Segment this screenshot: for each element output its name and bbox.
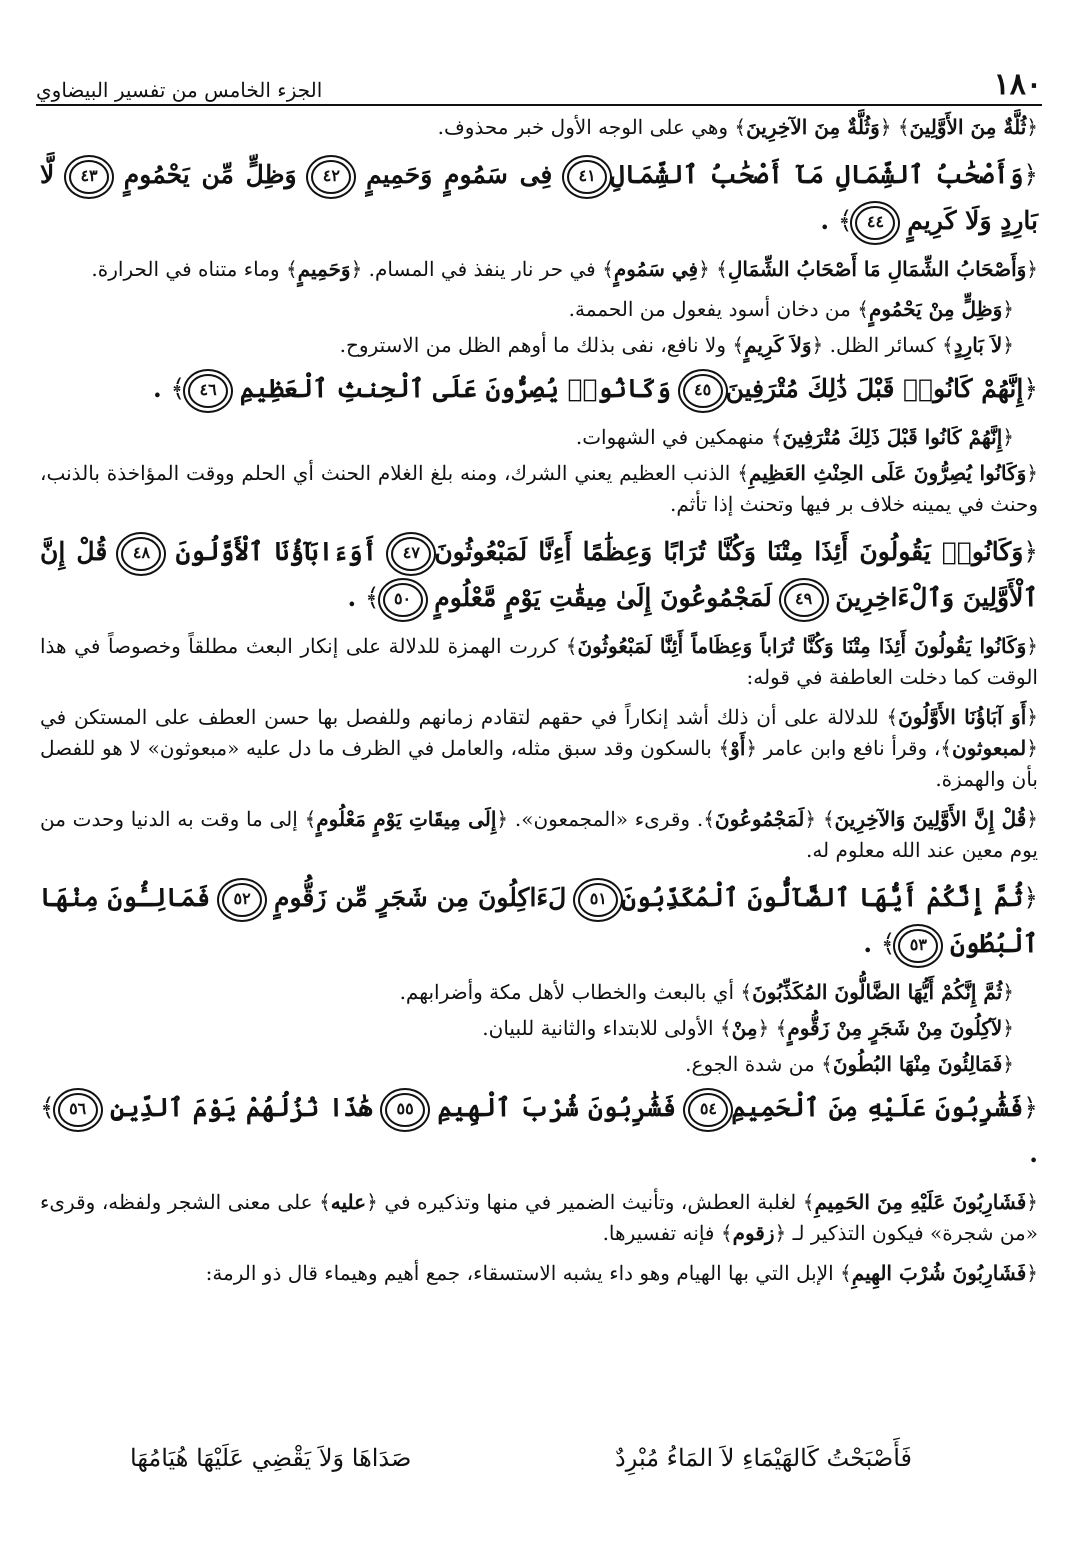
quoted-verse <box>803 1190 1038 1214</box>
verse-number-badge: ٤٣ <box>69 160 109 194</box>
commentary-text: . <box>820 206 838 235</box>
open-bracket-glyph: ﴿ <box>1026 736 1038 760</box>
verse-text: إِنَّهُمْ كَانُوا۟ قَبْلَ ذَٰلِكَ مُتْرَفِينَ <box>725 374 1024 403</box>
open-bracket-glyph: ﴿ <box>1026 1190 1039 1214</box>
close-bracket-glyph: ﴾ <box>720 1221 733 1245</box>
quoted-verse <box>124 160 297 189</box>
verse-text: وَثُلَّةٌ مِنَ الآخِرِينَ <box>746 115 880 139</box>
verse-number-badge: ٥٠ <box>383 583 423 617</box>
close-bracket-glyph: ﴾ <box>821 1052 833 1076</box>
commentary-paragraph <box>40 294 1038 325</box>
quoted-verse <box>940 736 1038 760</box>
commentary-text: في حر نار ينفذ في المسام. <box>362 257 603 281</box>
quoted-verse <box>718 736 757 760</box>
open-bracket-glyph: ﴿ <box>811 333 824 357</box>
close-bracket-glyph: ﴾ <box>732 333 745 357</box>
close-bracket-glyph: ﴾ <box>837 206 853 235</box>
quoted-verse <box>886 705 1038 729</box>
open-bracket-glyph: ﴿ <box>1026 705 1038 729</box>
quoted-verse <box>305 807 509 831</box>
verse-number-badge: ٤٢ <box>311 160 351 194</box>
poem-second-hemistich: صَدَاهَا وَلاَ يَقْضِي عَلَيْهَا هُيَامُهَا <box>130 1444 412 1472</box>
verse-text: زقوم <box>732 1221 775 1245</box>
commentary-text: وهي على الوجه الأول خبر محذوف. <box>437 115 735 139</box>
page-body <box>40 112 1038 1298</box>
quoted-verse <box>942 333 1014 357</box>
verse-text: مِنْ <box>731 1016 758 1040</box>
close-bracket-glyph: ﴾ <box>802 1190 815 1214</box>
verse-text: وَظِلٍّ مِنْ يَحْمُومٍ <box>868 297 1003 321</box>
open-bracket-glyph: ﴿ <box>804 807 817 831</box>
open-bracket-glyph: ﴿ <box>496 807 509 831</box>
close-bracket-glyph: ﴾ <box>737 461 749 485</box>
verse-text: وَحَمِيمٍ <box>297 257 351 281</box>
close-bracket-glyph: ﴾ <box>170 374 186 403</box>
verse-number-badge: ٤٤ <box>855 206 895 240</box>
open-bracket-glyph: ﴿ <box>745 736 758 760</box>
poem-first-hemistich: فَأَصْبَحْتُ كَالهَيْمَاءِ لاَ المَاءُ مُبْرِدٌ <box>615 1444 912 1472</box>
verse-text: لآكِلُونَ مِنْ شَجَرٍ مِنْ زَقُّومٍ <box>787 1016 1003 1040</box>
verse-text: وَكَانُوا۟ يَقُولُونَ أَئِذَا مِتْنَا وَكُنَّا تُرَابًا وَعِظَٰمًا أَءِنَّا لَمَبْعُوثُونَ <box>434 537 1024 566</box>
commentary-text: من شدة الجوع. <box>685 1052 822 1076</box>
quoted-verse <box>176 537 378 566</box>
quran-verse-block <box>40 366 1038 412</box>
commentary-paragraph <box>40 1049 1038 1080</box>
quoted-verse <box>721 1221 786 1245</box>
commentary-paragraph <box>40 977 1038 1008</box>
close-bracket-glyph: ﴾ <box>941 333 954 357</box>
open-bracket-glyph: ﴿ <box>698 257 710 281</box>
verse-text: فَشَارِبُونَ عَلَيْهِ مِنَ الحَمِيمِ <box>814 1190 1027 1214</box>
close-bracket-glyph: ﴾ <box>940 736 953 760</box>
close-bracket-glyph: ﴾ <box>770 425 783 449</box>
open-bracket-glyph: ﴿ <box>1002 980 1014 1004</box>
quran-verse-block <box>40 875 1038 967</box>
open-bracket-glyph: ﴿ <box>1023 537 1038 566</box>
open-bracket-glyph: ﴿ <box>1026 634 1038 658</box>
commentary-text <box>816 807 823 831</box>
open-bracket-glyph: ﴿ <box>1026 1261 1038 1285</box>
verse-number-badge: ٥٤ <box>688 1093 728 1127</box>
quoted-verse <box>737 461 1038 485</box>
commentary-text: للدلالة على أن ذلك أشد إنكاراً في حقهم لتقادم زمانهم وللفصل بها حسن العطف على المستكن في <box>40 705 887 729</box>
open-bracket-glyph: ﴿ <box>1002 297 1014 321</box>
commentary-text: . <box>153 374 171 403</box>
close-bracket-glyph: ﴾ <box>716 257 728 281</box>
quoted-verse <box>840 1261 1038 1285</box>
verse-text: فِي سَمُومٍ <box>613 257 699 281</box>
quoted-verse <box>771 425 1014 449</box>
verse-text: فَشَارِبُونَ شُرْبَ الهِيمِ <box>851 1261 1027 1285</box>
verse-text: وَكَانُوا۟ يُصِرُّونَ عَلَى ٱلْحِنثِ ٱلْعَظِيمِ <box>239 374 671 403</box>
commentary-paragraph <box>40 1013 1038 1044</box>
verse-text: لَءَاكِلُونَ مِن شَجَرٍ مِّن زَقُّومٍ <box>274 883 567 912</box>
quoted-verse <box>732 333 823 357</box>
commentary-paragraph <box>40 422 1038 453</box>
commentary-text: إلى ما وقت به الدنيا وحدت من يوم معين عند الله معلوم له. <box>40 807 1038 862</box>
open-bracket-glyph: ﴿ <box>774 1221 787 1245</box>
open-bracket-glyph: ﴿ <box>879 115 892 139</box>
quoted-verse <box>602 257 710 281</box>
header-rule <box>36 104 1042 106</box>
commentary-text: الذنب العظيم يعني الشرك، ومنه بلغ الغلام الحنث أي الحلم ووقت المؤاخذة بالذنب، وحنث في يمينه خلاف بر فيها وتحنث إذا تأثم. <box>40 461 1038 516</box>
verse-text: وَكَانُوا يَقُولُونَ أَئِذَا مِتْنَا وَكُنَّا تُرَاباً وَعِظَاماً أَئِنَّا لَمَبْعُوثُونَ <box>577 634 1027 658</box>
quoted-verse <box>821 1052 1014 1076</box>
open-bracket-glyph: ﴿ <box>366 1190 378 1214</box>
close-bracket-glyph: ﴾ <box>285 257 298 281</box>
verse-text: هَٰذَا نُزُلُهُمْ يَوْمَ ٱلدِّينِ <box>110 1093 373 1122</box>
verse-text: لاَ بَارِدٍ <box>953 333 1003 357</box>
commentary-text: . <box>1029 1139 1038 1168</box>
verse-text: أَوْ <box>730 736 746 760</box>
verse-text: فَشَٰرِبُونَ شُرْبَ ٱلْهِيمِ <box>437 1093 676 1122</box>
open-bracket-glyph: ﴿ <box>1026 257 1038 281</box>
commentary-paragraph <box>40 631 1038 693</box>
verse-number-badge: ٥٦ <box>58 1093 98 1127</box>
quoted-verse <box>566 634 1038 658</box>
quoted-verse <box>776 1016 1014 1040</box>
verse-number-badge: ٤٥ <box>683 374 723 408</box>
quoted-verse <box>740 980 1014 1004</box>
close-bracket-glyph: ﴾ <box>857 297 869 321</box>
commentary-text: لغلبة العطش، وتأنيث الضمير في منها وتذكيره في <box>377 1190 803 1214</box>
quoted-verse <box>240 374 671 403</box>
commentary-paragraph <box>40 112 1038 143</box>
quoted-verse <box>110 1093 373 1122</box>
commentary-text: ولا نافع، نفى بذلك ما أوهم الظل من الاستروح. <box>339 333 733 357</box>
open-bracket-glyph: ﴿ <box>1023 160 1038 189</box>
commentary-text: كررت الهمزة للدلالة على إنكار البعث مطلقاً وخصوصاً في هذا الوقت كما دخلت العاطفة في قوله: <box>40 634 1038 689</box>
verse-number-badge: ٥٥ <box>385 1093 425 1127</box>
poem-verse <box>130 1444 912 1472</box>
open-bracket-glyph: ﴿ <box>1026 115 1038 139</box>
verse-number-badge: ٤١ <box>567 160 607 194</box>
open-bracket-glyph: ﴿ <box>1023 883 1038 912</box>
verse-number-badge: ٤٧ <box>391 537 431 571</box>
commentary-text: منهمكين في الشهوات. <box>575 425 771 449</box>
quoted-verse <box>857 297 1014 321</box>
running-title: الجزء الخامس من تفسير البيضاوي <box>36 78 323 102</box>
page-number: ١٨٠ <box>993 67 1042 102</box>
quoted-verse <box>731 1093 1038 1122</box>
commentary-text: . <box>347 583 365 612</box>
close-bracket-glyph: ﴾ <box>734 115 747 139</box>
quran-verse-block <box>40 152 1038 244</box>
commentary-text: الإبل التي بها الهيام وهو داء يشبه الاستسقاء، جمع أهيم وهيماء قال ذو الرمة: <box>205 1261 841 1285</box>
close-bracket-glyph: ﴾ <box>703 807 715 831</box>
open-bracket-glyph: ﴿ <box>1026 461 1038 485</box>
commentary-text: . وقرىء «المجمعون». <box>508 807 704 831</box>
verse-text: فَمَالِـُٔونَ مِنْهَا ٱلْبُطُونَ <box>40 883 1038 958</box>
verse-text: لمبعوثون <box>952 736 1027 760</box>
commentary-text: . <box>863 929 881 958</box>
commentary-paragraph <box>40 804 1038 866</box>
verse-number-badge: ٥٢ <box>222 883 262 917</box>
open-bracket-glyph: ﴿ <box>1002 1016 1014 1040</box>
verse-text: لَّا بَارِدٍ وَلَا كَرِيمٍ <box>40 160 1038 235</box>
commentary-text: وماء متناه في الحرارة. <box>91 257 286 281</box>
close-bracket-glyph: ﴾ <box>718 736 731 760</box>
quoted-verse <box>434 583 772 612</box>
commentary-paragraph <box>40 458 1038 520</box>
commentary-paragraph <box>40 254 1038 285</box>
quoted-verse <box>898 115 1038 139</box>
verse-text: ثُلَّةٌ مِنَ الأَوَّلِينَ <box>909 115 1027 139</box>
verse-number-badge: ٤٩ <box>784 583 824 617</box>
verse-text: فَمَالِئُونَ مِنْهَا البُطُونَ <box>832 1052 1003 1076</box>
open-bracket-glyph: ﴿ <box>350 257 363 281</box>
verse-text: ثُمَّ إِنَّكُمْ أَيُّهَا ٱلضَّآلُّونَ ٱلْمُكَذِّبُونَ <box>621 883 1024 912</box>
quoted-verse <box>319 1190 378 1214</box>
quoted-verse <box>286 257 362 281</box>
close-bracket-glyph: ﴾ <box>897 115 910 139</box>
open-bracket-glyph: ﴿ <box>1002 425 1014 449</box>
close-bracket-glyph: ﴾ <box>740 980 753 1004</box>
verse-text: عليه <box>330 1190 367 1214</box>
commentary-text: على معنى الشجر ولفظه، وقرىء «من شجرة» فيكون التذكير لـ <box>40 1190 1038 1245</box>
quoted-verse <box>274 883 566 912</box>
close-bracket-glyph: ﴾ <box>886 705 899 729</box>
page-header <box>36 58 1042 102</box>
verse-text: وَأَصْحَابُ الشِّمَالِ مَا أَصْحَابُ الشِّمَالِ <box>727 257 1027 281</box>
commentary-text: أي بالبعث والخطاب لأهل مكة وأضرابهم. <box>399 980 741 1004</box>
verse-text: وَلاَ كَرِيمٍ <box>744 333 812 357</box>
close-bracket-glyph: ﴾ <box>840 1261 852 1285</box>
close-bracket-glyph: ﴾ <box>304 807 317 831</box>
commentary-text: الأولى للابتداء والثانية للبيان. <box>482 1016 720 1040</box>
verse-text: أَوَ آبَاؤُنَا الأَوَّلُونَ <box>898 705 1027 729</box>
verse-text: ثُمَّ إِنَّكُمْ أَيُّهَا الضَّالُّونَ المُكَذِّبُونَ <box>752 980 1003 1004</box>
commentary-text: كسائر الظل. <box>823 333 942 357</box>
close-bracket-glyph: ﴾ <box>602 257 614 281</box>
commentary-text: فإنه تفسيرها. <box>602 1221 721 1245</box>
commentary-paragraph <box>40 702 1038 795</box>
verse-number-badge: ٥١ <box>578 883 618 917</box>
commentary-text: من دخان أسود يفعول من الحممة. <box>568 297 858 321</box>
quoted-verse <box>703 807 816 831</box>
commentary-text: ، وقرأ نافع وابن عامر <box>757 736 941 760</box>
quoted-verse <box>823 807 1038 831</box>
open-bracket-glyph: ﴿ <box>1026 807 1039 831</box>
quoted-verse <box>366 160 552 189</box>
commentary-paragraph <box>40 330 1038 361</box>
verse-number-badge: ٥٣ <box>898 929 938 963</box>
close-bracket-glyph: ﴾ <box>822 807 835 831</box>
quoted-verse <box>437 1093 676 1122</box>
verse-number-badge: ٤٨ <box>121 537 161 571</box>
close-bracket-glyph: ﴾ <box>40 1093 55 1122</box>
close-bracket-glyph: ﴾ <box>565 634 578 658</box>
verse-number-badge: ٤٦ <box>188 374 228 408</box>
close-bracket-glyph: ﴾ <box>775 1016 788 1040</box>
quran-verse-block <box>40 529 1038 621</box>
open-bracket-glyph: ﴿ <box>1023 1093 1038 1122</box>
verse-text: فِى سَمُومٍ وَحَمِيمٍ <box>366 160 553 189</box>
open-bracket-glyph: ﴿ <box>1002 333 1014 357</box>
commentary-paragraph <box>40 1187 1038 1249</box>
quoted-verse <box>726 374 1038 403</box>
verse-text: لَمَجْمُوعُونَ <box>714 807 805 831</box>
quoted-verse <box>720 1016 769 1040</box>
verse-text: إِلَى مِيقَاتِ يَوْمٍ مَعْلُومٍ <box>316 807 497 831</box>
commentary-paragraph <box>40 1258 1038 1289</box>
close-bracket-glyph: ﴾ <box>364 583 380 612</box>
open-bracket-glyph: ﴿ <box>1023 374 1038 403</box>
verse-text: أَوَءَابَآؤُنَا ٱلْأَوَّلُونَ <box>175 537 378 566</box>
close-bracket-glyph: ﴾ <box>880 929 896 958</box>
quoted-verse <box>434 537 1038 566</box>
verse-text: فَشَٰرِبُونَ عَلَيْهِ مِنَ ٱلْحَمِيمِ <box>731 1093 1024 1122</box>
verse-text: قُلْ إِنَّ الأَوَّلِينَ وَالآخِرِينَ <box>834 807 1027 831</box>
quran-verse-block <box>40 1085 1038 1177</box>
quoted-verse <box>610 160 1038 189</box>
verse-text: لَمَجْمُوعُونَ إِلَىٰ مِيقَٰتِ يَوْمٍ مَّعْلُومٍ <box>434 583 772 612</box>
verse-text: وَأَصْحَٰبُ ٱلشِّمَالِ مَآ أَصْحَٰبُ ٱلشِّمَالِ <box>610 160 1024 189</box>
quoted-verse <box>621 883 1038 912</box>
open-bracket-glyph: ﴿ <box>757 1016 770 1040</box>
verse-text: وَكَانُوا يُصِرُّونَ عَلَى الحِنْثِ العَظِيمِ <box>748 461 1027 485</box>
commentary-text: بالسكون وقد سبق مثله، والعامل في الظرف ما دل عليه «مبعوثون» لا هو للفصل بأن والهمزة. <box>40 736 1038 791</box>
close-bracket-glyph: ﴾ <box>719 1016 732 1040</box>
quoted-verse <box>734 115 891 139</box>
quoted-verse <box>716 257 1038 281</box>
verse-text: وَظِلٍّ مِّن يَحْمُومٍ <box>123 160 297 189</box>
verse-text: قُلْ إِنَّ ٱلْأَوَّلِينَ وَٱلْءَاخِرِينَ <box>40 537 1038 612</box>
close-bracket-glyph: ﴾ <box>319 1190 331 1214</box>
verse-text: إِنَّهُمْ كَانُوا قَبْلَ ذَلِكَ مُتْرَفِينَ <box>782 425 1003 449</box>
open-bracket-glyph: ﴿ <box>1002 1052 1014 1076</box>
